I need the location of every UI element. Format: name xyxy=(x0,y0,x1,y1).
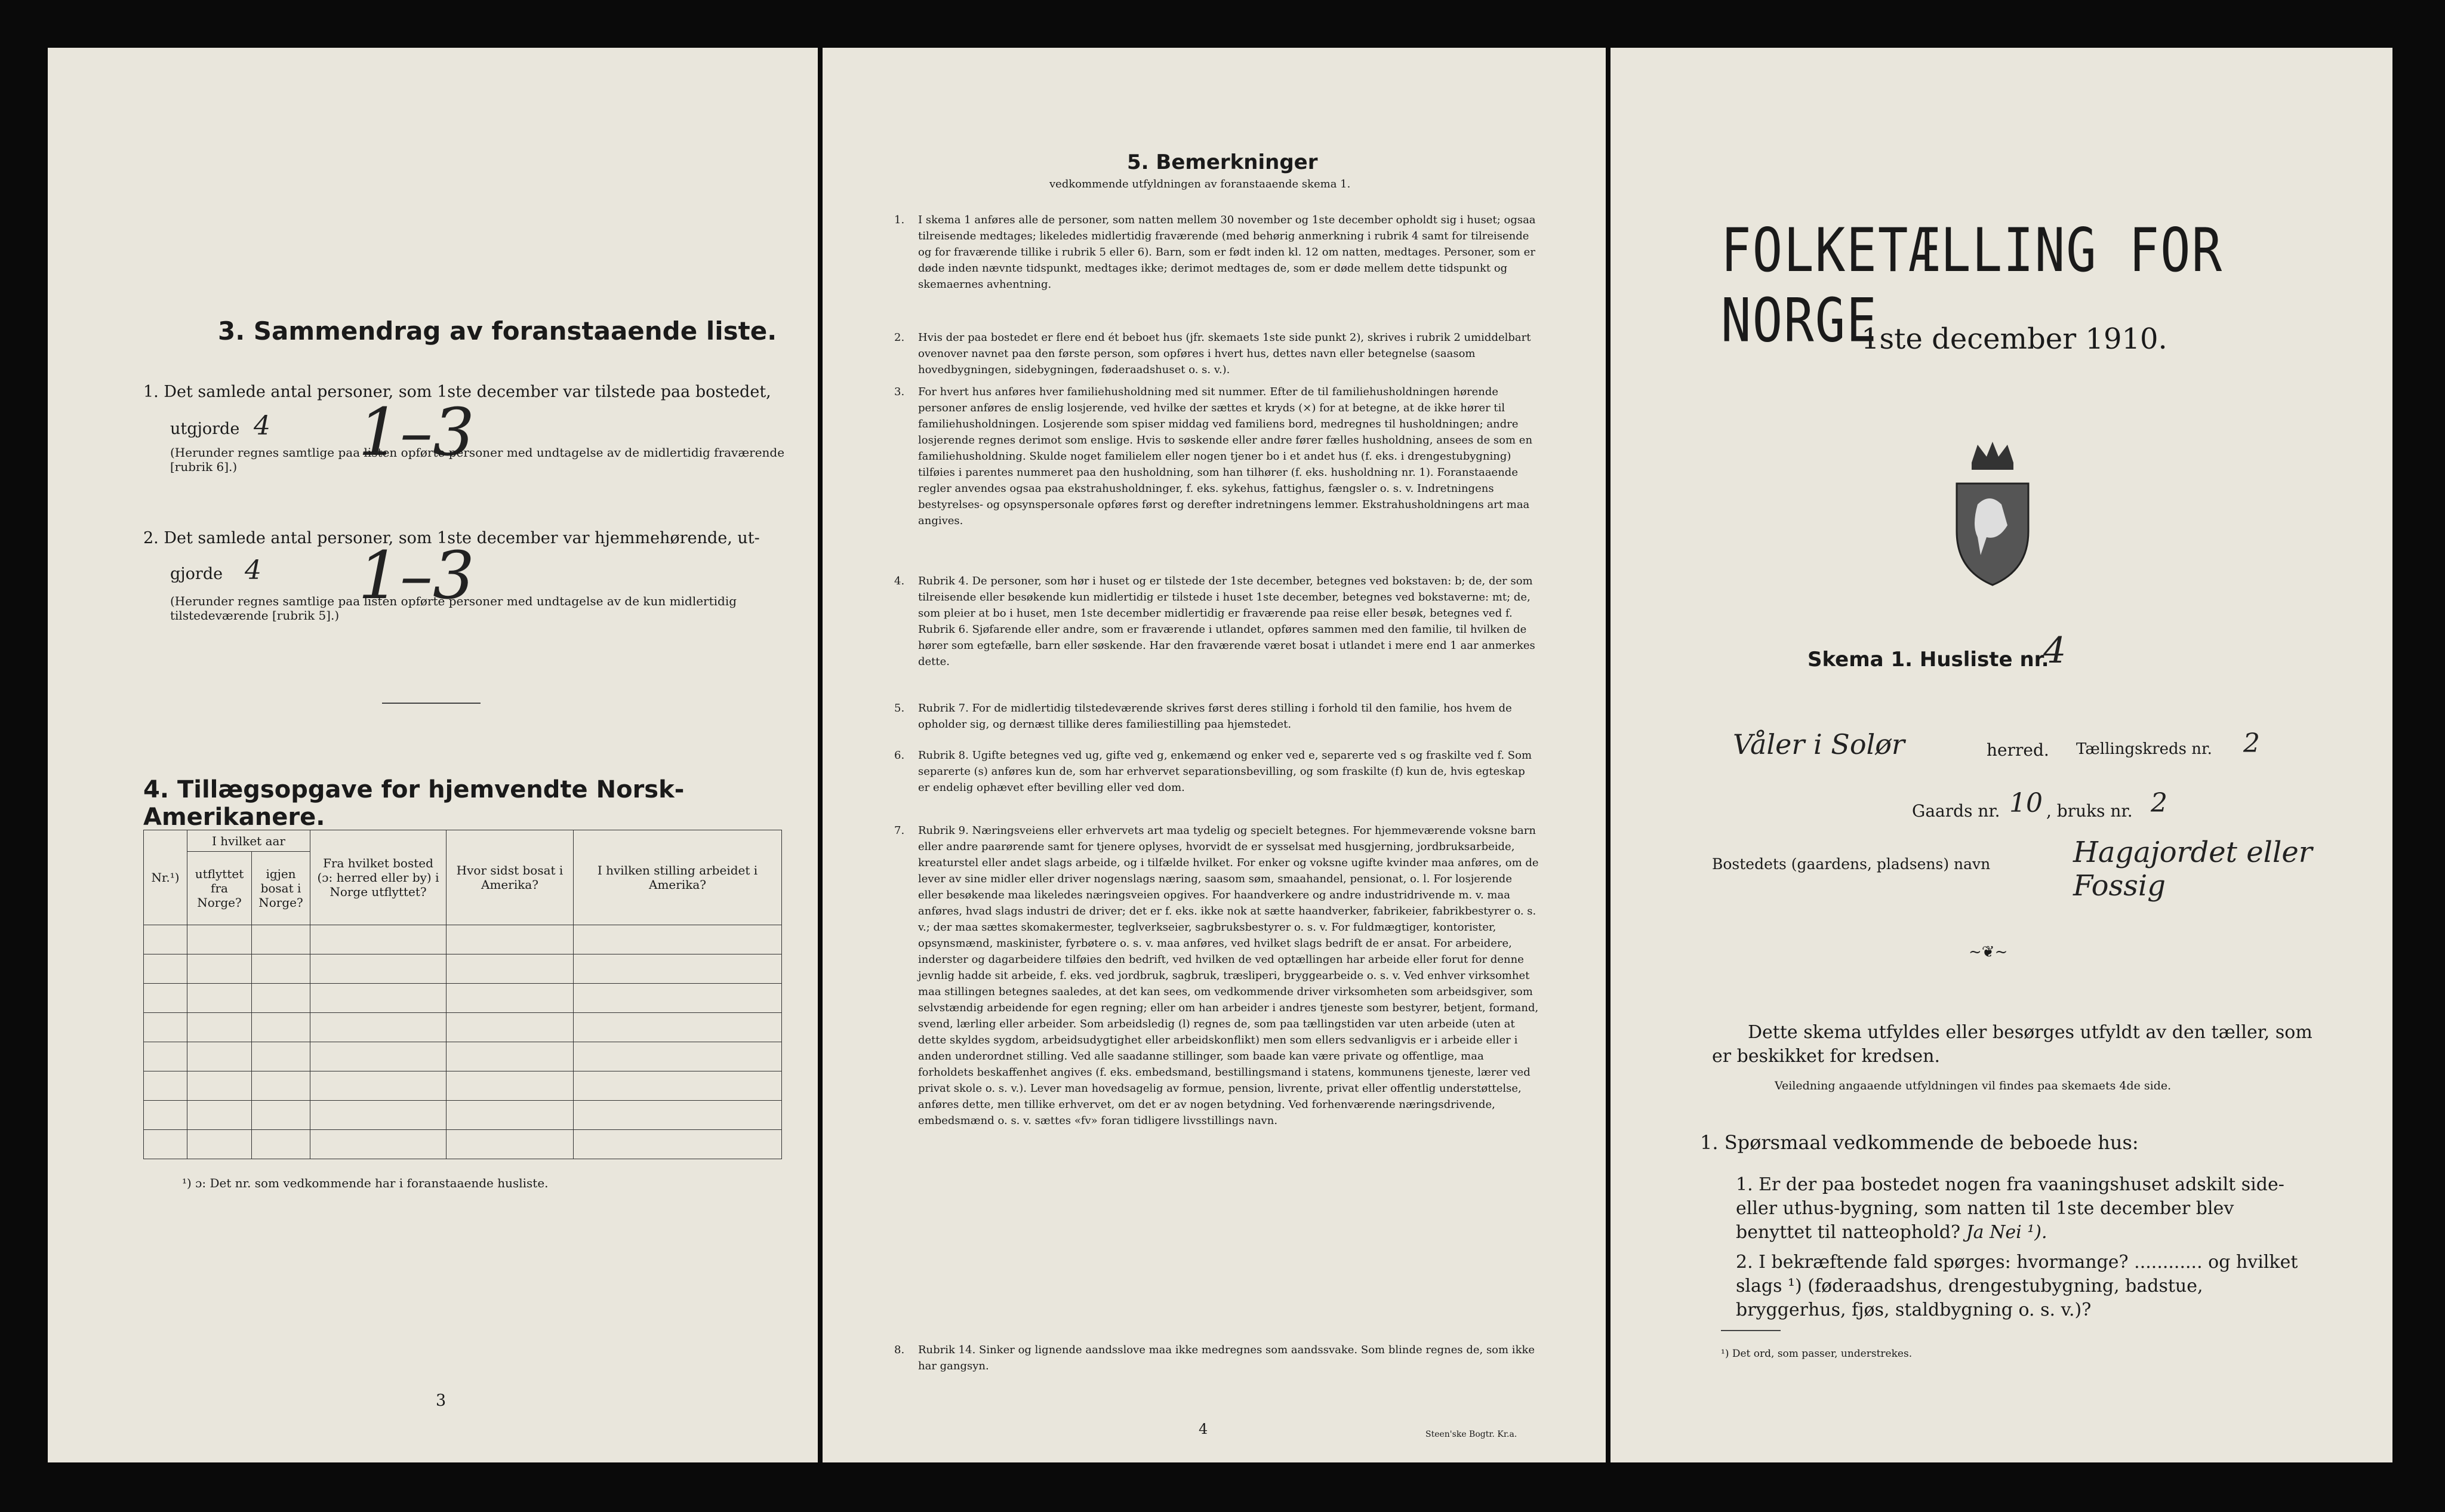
remark-item-3: 3. For hvert hus anføres hver familiehusholdning med sit nummer. Efter de til familiehusholdningen hørende personer anføres de enslig losjerende, ved hvilke der sættes et kryds (×) for at betegne, at de ikke hører til familiehusholdningen. Losjerende som spiser middag ved familiens bord, medregnes til husholdningen; andre losjerende regnes derimot som enslige. Hvis to søskende eller andre fører fælles husholdning, ansees de som en familiehusholdning. Skulde noget familielem eller nogen tjener bo i et andet hus (f. eks. i drengestubygning) tilføies i parentes nummeret paa den husholdning, som han tilhører (f. eks. husholdning nr. 1). Foranstaaende regler anvendes ogsaa paa ekstrahusholdninger, f. eks. sykehus, fattighus, fængsler o. s. v. Indretningens bestyrelses- og opsynspersonale opføres først og derefter indretningens lemmer. Ekstrahusholdningens art maa angives. xyxy=(894,386,1533,527)
item-2-text: 2. Det samlede antal personer, som 1ste december var hjemmehørende, ut- xyxy=(143,529,760,547)
table-row xyxy=(144,1101,782,1130)
coat-of-arms-icon xyxy=(1945,436,2040,593)
page-number: 4 xyxy=(1199,1421,1208,1437)
item-1-note: (Herunder regnes samtlige paa listen opførte personer med undtagelse av de midlertidig fraværende [rubrik 6].) xyxy=(170,445,785,474)
bosted-value: Hagajordet eller Fossig xyxy=(2073,836,2312,903)
col-nr: Nr.¹) xyxy=(144,830,187,925)
item-2-value: 4 xyxy=(245,555,261,586)
col-fra: Fra hvilket bosted (ɔ: herred eller by) i Norge utflyttet? xyxy=(310,830,446,925)
herred-value: Våler i Solør xyxy=(1733,728,1905,760)
remark-item-6: 6. Rubrik 8. Ugifte betegnes ved ug, gifte ved g, enkemænd og enker ved e, separerte ved s og fraskilte ved f. Som separerte (s) anføres kun de, som har erhvervet separationsbevilling, og som fraskilte (f) kun de, hvis egteskap er endelig ophævet efter bevilling eller ved dom. xyxy=(894,749,1532,794)
section-3-title: 3. Sammendrag av foranstaaende liste. xyxy=(218,316,777,346)
table-row xyxy=(144,1130,782,1159)
right-page xyxy=(1611,48,2392,1462)
table-row xyxy=(144,1071,782,1101)
right-footnote: ¹) Det ord, som passer, understrekes. xyxy=(1721,1348,1913,1360)
left-page xyxy=(48,48,818,1462)
middle-page xyxy=(823,48,1606,1462)
bruks-value: 2 xyxy=(2151,788,2167,818)
question-1-answer: Ja Nei ¹). xyxy=(1966,1222,2047,1243)
ornament-icon: ~❦~ xyxy=(1969,943,2008,961)
col-stilling: I hvilken stilling arbeidet i Amerika? xyxy=(574,830,782,925)
remark-item-1: 1. I skema 1 anføres alle de personer, som natten mellem 30 november og 1ste december opholdt sig i huset; ogsaa tilreisende medtages; likeledes midlertidig fraværende (med behørig anmerkning i rubrik 4 samt for tilreisende og for fraværende tillike i rubrik 5 eller 6). Barn, som er født inden kl. 12 om natten, medtages. Personer, som er døde inden nævnte tidspunkt, medtages ikke; derimot medtages de, som er døde mellem dette tidspunkt og skemaernes avhentning. xyxy=(894,214,1536,291)
kreds-label: Tællingskreds nr. xyxy=(2076,740,2212,758)
printer-mark: Steen'ske Bogtr. Kr.a. xyxy=(1425,1430,1517,1439)
remark-item-5: 5. Rubrik 7. For de midlertidig tilstedeværende skrives først deres stilling i forhold til den familie, hos hvem de opholder sig, og dernæst tillike deres familiestilling paa hjemstedet. xyxy=(894,702,1512,731)
herred-label: herred. xyxy=(1987,740,2049,760)
table-row xyxy=(144,984,782,1013)
remarks-title: 5. Bemerkninger xyxy=(1127,150,1318,174)
col-utflyttet: utflyttet fra Norge? xyxy=(187,852,252,925)
census-date: 1ste december 1910. xyxy=(1861,322,2167,356)
remark-item-8: 8. Rubrik 14. Sinker og lignende aandsslove maa ikke medregnes som aandssvake. Som blinde regnes de, som ikke har gangsyn. xyxy=(894,1344,1535,1372)
norsk-amerikanere-table xyxy=(143,830,782,1159)
table-row xyxy=(144,954,782,984)
item-1-extra: 1–3 xyxy=(358,394,475,470)
item-2-note: (Herunder regnes samtlige paa listen opførte personer med undtagelse av de kun midlertidig tilstedeværende [rubrik 5].) xyxy=(170,594,737,623)
gaards-value: 10 xyxy=(2009,788,2043,818)
item-1-value: 4 xyxy=(254,411,270,441)
table-footnote: ¹) ɔ: Det nr. som vedkommende har i foranstaaende husliste. xyxy=(182,1176,549,1190)
divider xyxy=(382,703,481,704)
col-hvor: Hvor sidst bosat i Amerika? xyxy=(446,830,574,925)
kreds-value: 2 xyxy=(2243,728,2260,759)
intro-text: Dette skema utfyldes eller besørges utfyldt av den tæller, som er beskikket for kredsen. xyxy=(1712,1022,2312,1067)
question-2: 2. I bekræftende fald spørges: hvormange? ............ og hvilket slags ¹) (føderaadshus, drengestubygning, badstue, bryggerhus, fjøs, staldbygning o. s. v.)? xyxy=(1736,1252,2298,1320)
table-row xyxy=(144,1013,782,1042)
item-2-extra: 1–3 xyxy=(358,537,475,614)
section-4-title: 4. Tillægsopgave for hjemvendte Norsk-Amerikanere. xyxy=(143,776,685,831)
questions-heading: 1. Spørsmaal vedkommende de beboede hus: xyxy=(1700,1131,2139,1154)
table-row xyxy=(144,1042,782,1071)
table-row xyxy=(144,925,782,954)
col-igjen: igjen bosat i Norge? xyxy=(252,852,310,925)
bosted-label: Bostedets (gaardens, pladsens) navn xyxy=(1712,855,1991,873)
col-group: I hvilket aar xyxy=(187,830,310,852)
item-2-utgjorde: gjorde xyxy=(170,565,223,583)
page-number: 3 xyxy=(436,1391,446,1410)
bruks-label: , bruks nr. xyxy=(2046,801,2133,821)
gaards-label: Gaards nr. xyxy=(1912,801,2000,821)
item-1-utgjorde: utgjorde xyxy=(170,420,240,438)
skema-label: Skema 1. Husliste nr. xyxy=(1807,648,2049,672)
intro-small: Veiledning angaaende utfyldningen vil findes paa skemaets 4de side. xyxy=(1775,1079,2172,1092)
remark-item-2: 2. Hvis der paa bostedet er flere end ét beboet hus (jfr. skemaets 1ste side punkt 2), skrives i rubrik 2 umiddelbart ovenover navnet paa den første person, som opføres i hvert hus, dettes navn eller betegnelse (saasom hovedbygningen, sidebygningen, føderaadshuset o. s. v.). xyxy=(894,331,1531,376)
skema-value: 4 xyxy=(2043,630,2067,672)
item-1-text: 1. Det samlede antal personer, som 1ste december var tilstede paa bostedet, xyxy=(143,383,771,401)
question-1: 1. Er der paa bostedet nogen fra vaaningshuset adskilt side- eller uthus-bygning, som natten til 1ste december blev benyttet til natteophold? Ja Nei ¹). xyxy=(1736,1174,2284,1243)
remark-item-7: 7. Rubrik 9. Næringsveiens eller erhvervets art maa tydelig og specielt betegnes. For hjemmeværende voksne barn eller andre paarørende samt for tjenere oplyses, hvorvidt de er sysselsat med husgjerning, jordbruksarbeide, kreaturstel eller andet slags arbeide, og i tilfælde hvilket. For enker og voksne ugifte kvinder maa anføres, om de lever av sine midler eller driver nogenslags næring, saasom søm, smaahandel, pensionat, o. l. For losjerende eller besøkende maa likeledes næringsveien opgives. For haandverkere og andre industridrivende m. v. maa anføres, hvad slags industri de driver; det er f. eks. ikke nok at sætte haandverker, fabrikeier, fabrikbestyrer o. s. v.; der maa sættes skomakermester, teglverkseier, sagbruksbestyrer o. s. v. For fuldmægtiger, kontorister, opsynsmænd, maskinister, fyrbøtere o. s. v. maa anføres, ved hvilket slags bedrift de er ansat. For arbeidere, inderster og dagarbeidere tilføies den bedrift, ved hvilken de ved optællingen har arbeide eller forut for denne jevnlig hadde sit arbeide, f. eks. ved jordbruk, sagbruk, træsliperi, bryggearbeide o. s. v. Ved enhver virksomhet maa stillingen betegnes saaledes, at det kan sees, om vedkommende driver virksomheten som arbeidsgiver, som selvstændig arbeidende for egen regning; eller om han arbeider i andres tjeneste som bestyrer, betjent, formand, svend, lærling eller arbeider. Som arbeidsledig (l) regnes de, som paa tællingstiden var uten arbeide (uten at dette skyldes sygdom, arbeidsudygtighet eller arbeidskonflikt) men som ellers sedvanligvis er i arbeide eller i anden underordnet stilling. Ved alle saadanne stillinger, som baade kan være private og offentlige, maa forholdets beskaffenhet angives (f. eks. embedsmand, bestillingsmand i statens, kommunens tjeneste, lærer ved privat skole o. s. v.). Lever man hovedsagelig av formue, pension, livrente, privat eller offentlig understøttelse, anføres dette, men tillike erhvervet, om det er av nogen betydning. Ved forhenværende næringsdrivende, embedsmænd o. s. v. sættes «fv» foran tidligere livsstillings navn. xyxy=(894,824,1539,1127)
footnote-rule xyxy=(1721,1330,1781,1331)
remark-item-4: 4. Rubrik 4. De personer, som hør i huset og er tilstede der 1ste december, betegnes ved bokstaven: b; de, der som tilreisende eller besøkende kun midlertidig er tilstede i huset 1ste december, betegnes ved bokstaverne: mt; de, som pleier at bo i huset, men 1ste december midlertidig er fraværende paa reise eller besøk, betegnes ved f. Rubrik 6. Sjøfarende eller andre, som er fraværende i utlandet, opføres sammen med den familie, til hvilken de hører som egtefælle, barn eller søskende. Har den fraværende været bosat i utlandet i mere end 1 aar anmerkes dette. xyxy=(894,575,1535,668)
census-title: FOLKETÆLLING FOR NORGE xyxy=(1721,215,2224,356)
remarks-subtitle: vedkommende utfyldningen av foranstaaende skema 1. xyxy=(1049,178,1351,190)
